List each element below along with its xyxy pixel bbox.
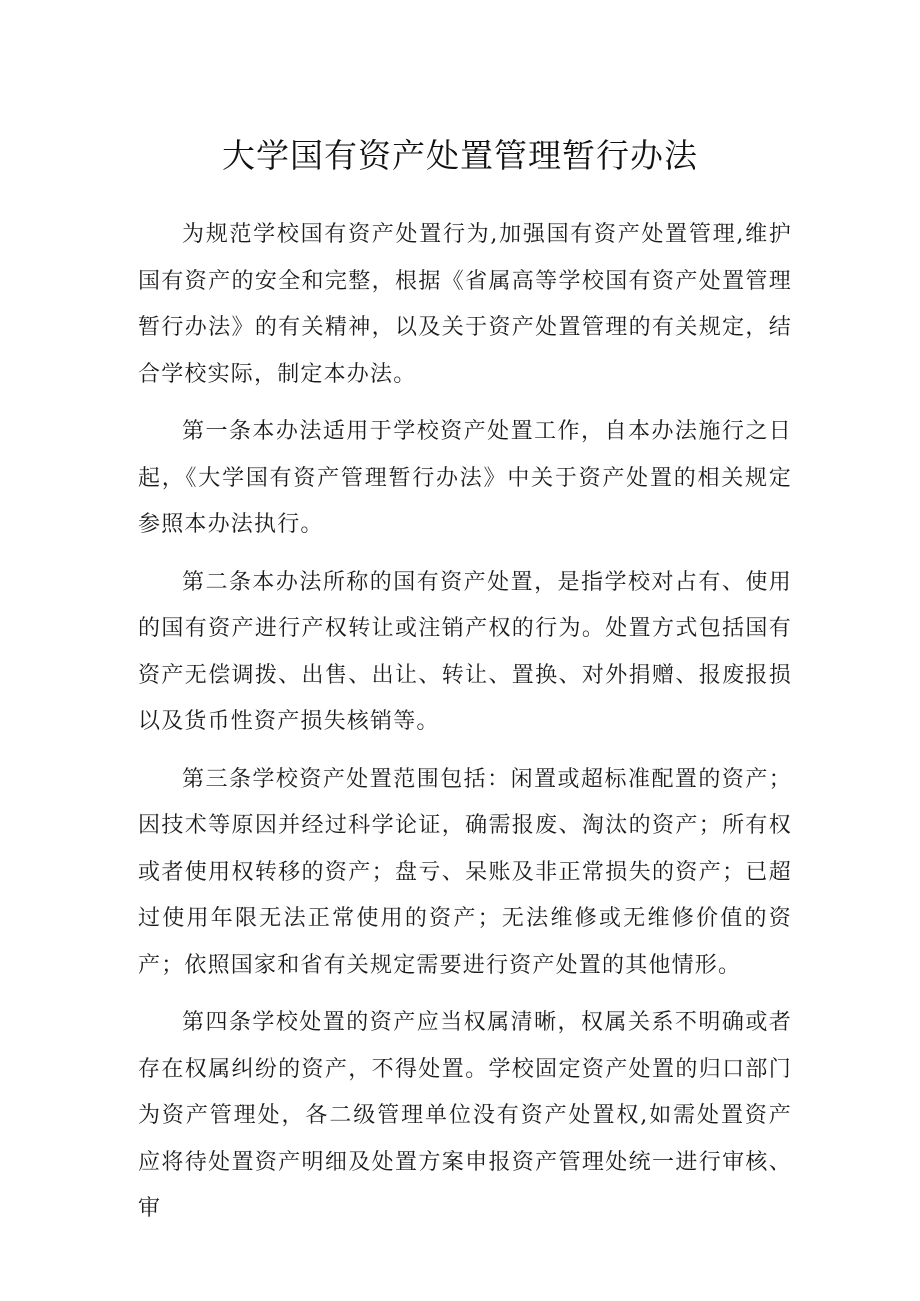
paragraph-article-3: 第三条学校资产处置范围包括：闲置或超标准配置的资产；因技术等原因并经过科学论证，确需报废、淘汰的资产；所有权或者使用权转移的资产；盘亏、呆账及非正常损失的资产；已超过使用年限无法正常使用的资产；无法维修或无维修价值的资产；依照国家和省有关规定需要进行资产处置的其他情形。 [138,766,792,978]
paragraph-article-1: 第一条本办法适用于学校资产处置工作，自本办法施行之日起，《大学国有资产管理暂行办法》中关于资产处置的相关规定参照本办法执行。 [138,419,792,537]
paragraph-preamble: 为规范学校国有资产处置行为,加强国有资产处置管理,维护国有资产的安全和完整，根据《省属高等学校国有资产处置管理暂行办法》的有关精神，以及关于资产处置管理的有关规定，结合学校实际，制定本办法。 [138,222,792,387]
document-body [138,212,792,1244]
document-title: 大学国有资产处置管理暂行办法 [222,136,698,175]
paragraph-article-4: 第四条学校处置的资产应当权属清晰，权属关系不明确或者存在权属纠纷的资产，不得处置。学校固定资产处置的归口部门为资产管理处，各二级管理单位没有资产处置权,如需处置资产应将待处置资产明细及处置方案申报资产管理处统一进行审核、审 [138,1010,792,1221]
paragraph-article-2: 第二条本办法所称的国有资产处置，是指学校对占有、使用的国有资产进行产权转让或注销产权的行为。处置方式包括国有资产无偿调拨、出售、出让、转让、置换、对外捐赠、报废报损以及货币性资产损失核销等。 [138,569,792,734]
